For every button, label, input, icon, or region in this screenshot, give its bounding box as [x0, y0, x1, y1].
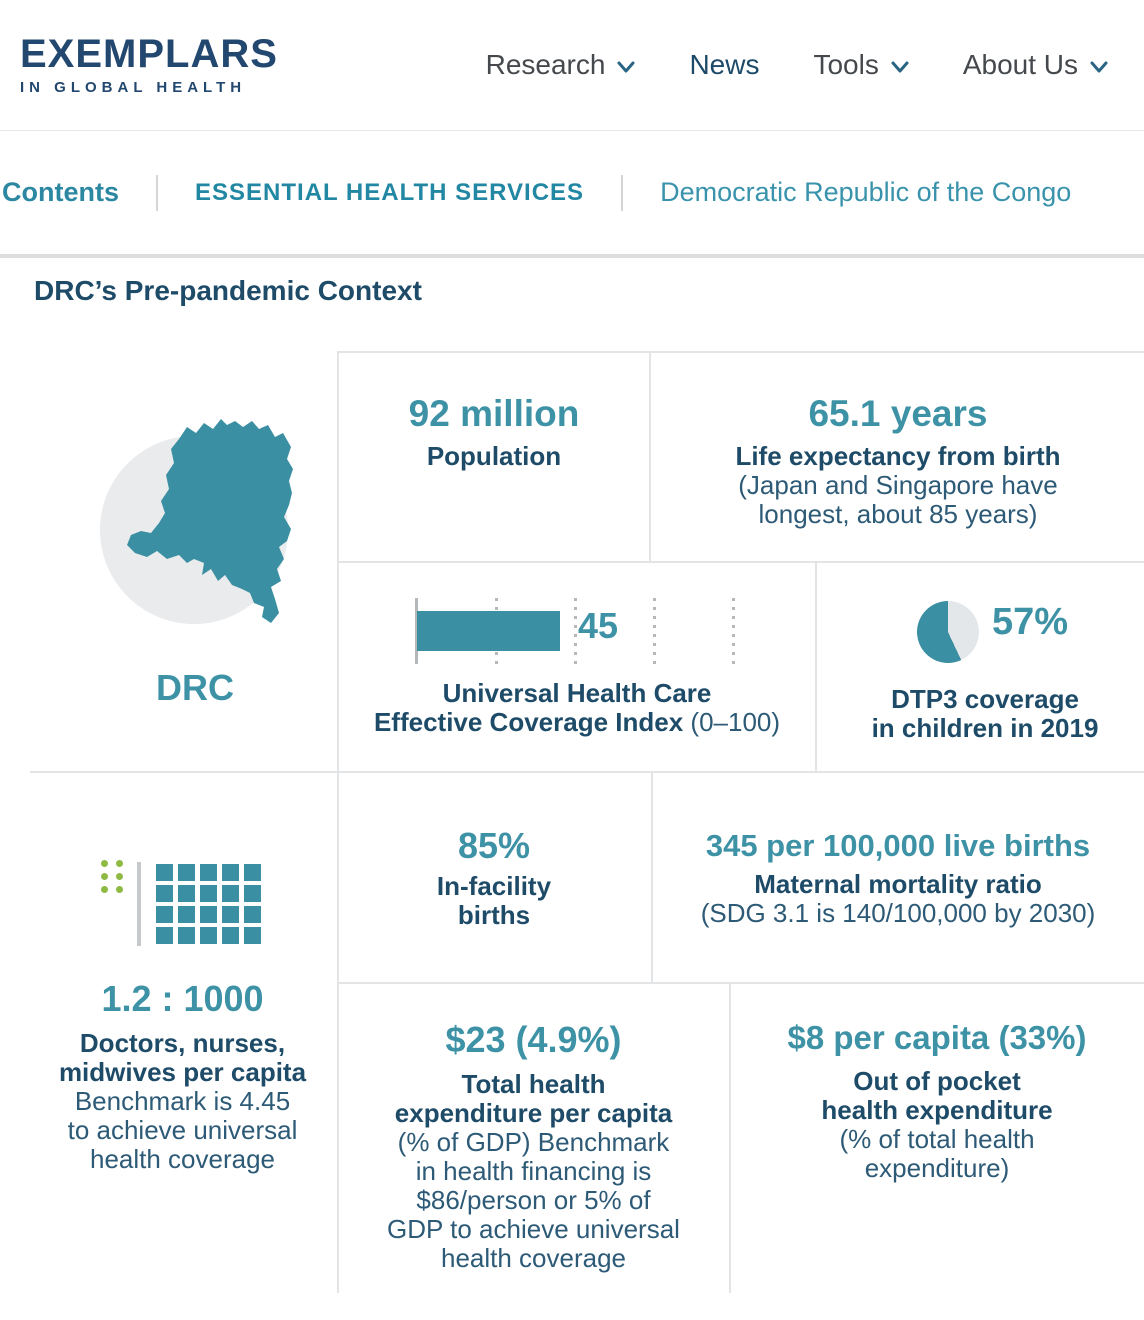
total-expenditure-note: $86/person or 5% of: [416, 1185, 651, 1216]
out-of-pocket-stat: [730, 1019, 1144, 1183]
total-expenditure-label: expenditure per capita: [394, 1098, 673, 1129]
logo-wordmark: EXEMPLARS: [20, 32, 278, 76]
breadcrumb-section-link[interactable]: ESSENTIAL HEALTH SERVICES: [195, 178, 585, 206]
uhc-label-line2-bold: Effective Coverage Index: [373, 707, 684, 737]
in-facility-label: In-facility: [436, 871, 552, 902]
nav-item-tools[interactable]: [813, 49, 908, 81]
bar-chart-gridline: [732, 598, 735, 664]
chevron-down-icon: [1090, 61, 1108, 73]
drc-map-icon: [121, 417, 293, 633]
population-label: Population: [426, 440, 562, 471]
nav-item-label: About Us: [962, 49, 1078, 80]
grid-line: [337, 351, 1144, 353]
out-of-pocket-value: $8 per capita (33%): [787, 1019, 1087, 1056]
out-of-pocket-note: expenditure): [864, 1152, 1010, 1183]
uhc-coverage-bar: [417, 611, 560, 651]
total-expenditure-note: in health financing is: [415, 1156, 652, 1187]
breadcrumb-divider: [156, 175, 158, 211]
country-label: DRC: [156, 667, 234, 708]
total-expenditure-value: $23 (4.9%): [445, 1019, 622, 1060]
dtp3-pie-chart: [917, 601, 979, 663]
total-expenditure-note: GDP to achieve universal: [387, 1214, 680, 1245]
breadcrumb: [0, 131, 1144, 258]
uhc-label-line1: Universal Health Care: [442, 678, 712, 708]
bar-chart-gridline: [653, 598, 656, 664]
main-nav: [486, 49, 1108, 81]
pre-pandemic-infographic: [0, 351, 1144, 1293]
in-facility-births-stat: [338, 825, 650, 930]
workforce-stat: [30, 978, 335, 1174]
life-expectancy-label: Life expectancy from birth: [735, 440, 1061, 471]
nav-item-research[interactable]: [486, 49, 636, 81]
out-of-pocket-label: Out of pocket: [853, 1065, 1021, 1096]
uhc-label-line2-range: (0–100): [683, 707, 781, 737]
dtp3-label-line1: DTP3 coverage: [891, 684, 1079, 714]
total-expenditure-note: (% of GDP) Benchmark: [397, 1127, 670, 1158]
bar-chart-gridline: [574, 598, 577, 664]
in-facility-label: births: [457, 900, 531, 931]
maternal-mortality-stat: [652, 828, 1144, 928]
total-expenditure-label: Total health: [461, 1069, 606, 1100]
uhc-label-line2: [338, 708, 816, 737]
breadcrumb-divider: [621, 175, 623, 211]
uhc-value: 45: [578, 605, 619, 646]
grid-line: [30, 771, 1144, 773]
life-expectancy-value: 65.1 years: [808, 393, 988, 434]
nav-item-about-us[interactable]: [963, 49, 1108, 81]
out-of-pocket-note: (% of total health: [839, 1123, 1035, 1154]
maternal-value: 345 per 100,000 live births: [705, 828, 1091, 863]
logo-tagline: IN GLOBAL HEALTH: [20, 79, 247, 96]
grid-line: [337, 561, 1144, 563]
population-squares-icon: [156, 864, 261, 944]
page-title: DRC’s Pre-pandemic Context: [34, 275, 422, 306]
total-expenditure-stat: [338, 1019, 729, 1273]
workforce-note: health coverage: [89, 1144, 276, 1175]
out-of-pocket-label: health expenditure: [821, 1094, 1053, 1125]
breadcrumb-country-link[interactable]: Democratic Republic of the Congo: [660, 177, 1072, 207]
workforce-value: 1.2 : 1000: [101, 978, 264, 1019]
nav-item-label: News: [689, 49, 760, 80]
workforce-label: midwives per capita: [58, 1057, 307, 1088]
chevron-down-icon: [891, 61, 909, 73]
dtp3-value: 57%: [992, 601, 1069, 643]
breadcrumb-contents-link[interactable]: Contents: [2, 177, 119, 207]
nav-item-label: Research: [485, 49, 606, 80]
in-facility-value: 85%: [457, 825, 531, 866]
chevron-down-icon: [617, 61, 635, 73]
site-header: [0, 0, 1144, 131]
life-expectancy-note: longest, about 85 years): [758, 498, 1038, 529]
uhc-label: [338, 679, 816, 737]
life-expectancy-stat: [652, 393, 1144, 529]
total-expenditure-note: health coverage: [440, 1243, 627, 1274]
maternal-note: (SDG 3.1 is 140/100,000 by 2030): [700, 897, 1096, 928]
dtp3-label-line2: in children in 2019: [871, 713, 1099, 743]
nav-item-label: Tools: [813, 49, 879, 80]
site-logo[interactable]: [20, 34, 278, 96]
grid-line: [337, 982, 1144, 984]
grid-line: [815, 563, 817, 771]
population-value: 92 million: [408, 393, 580, 434]
workforce-note: to achieve universal: [67, 1115, 298, 1146]
health-workers-dots-icon: [101, 860, 123, 893]
population-stat: [338, 393, 650, 471]
maternal-label: Maternal mortality ratio: [754, 868, 1042, 899]
dtp3-label: [826, 685, 1144, 743]
nav-item-news[interactable]: [689, 49, 759, 81]
workforce-label: Doctors, nurses,: [79, 1028, 286, 1059]
ratio-divider: [137, 862, 141, 946]
workforce-note: Benchmark is 4.45: [74, 1086, 291, 1117]
life-expectancy-note: (Japan and Singapore have: [738, 469, 1058, 500]
